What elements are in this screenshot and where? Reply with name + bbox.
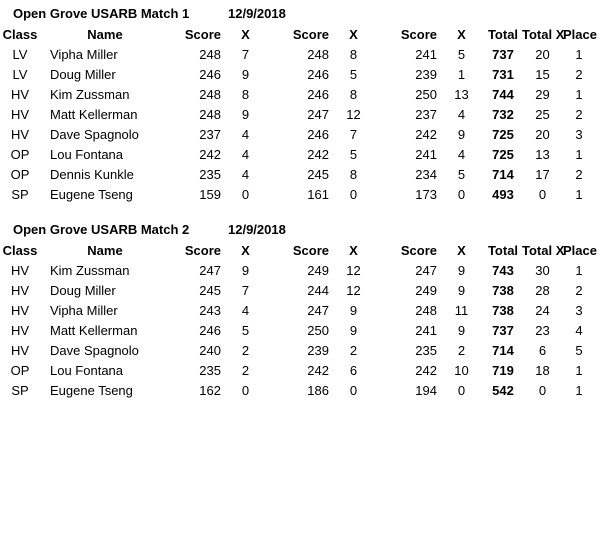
cell-place: 1: [575, 382, 583, 398]
cell-score-2: 245: [307, 166, 329, 182]
cell-score-2: 161: [307, 186, 329, 202]
table-row: [0, 380, 595, 400]
cell-name: Dennis Kunkle: [50, 166, 134, 182]
cell-x-2: 12: [346, 106, 361, 122]
cell-total-x: 0: [538, 382, 547, 398]
cell-place: 1: [575, 262, 583, 278]
cell-score-3: 241: [415, 322, 437, 338]
column-header-score-1: Score: [184, 242, 221, 258]
cell-x-3: 2: [457, 342, 466, 358]
cell-x-2: 12: [346, 282, 361, 298]
cell-class: HV: [10, 126, 30, 142]
cell-name: Vipha Miller: [50, 46, 118, 62]
cell-place: 1: [575, 86, 583, 102]
table-row: [0, 280, 595, 300]
cell-score-1: 245: [199, 282, 221, 298]
match-2-title: Open Grove USARB Match 2: [13, 222, 190, 237]
cell-x-2: 8: [349, 46, 358, 62]
cell-name: Eugene Tseng: [50, 382, 133, 398]
cell-total-x: 15: [535, 66, 550, 82]
column-header-score-2: Score: [292, 26, 329, 42]
cell-x-3: 4: [457, 146, 466, 162]
match-1-section: [0, 4, 600, 204]
cell-total-x: 18: [535, 362, 550, 378]
cell-score-1: 247: [199, 262, 221, 278]
column-header-class: Class: [2, 242, 38, 258]
cell-name: Vipha Miller: [50, 302, 118, 318]
cell-total: 732: [492, 106, 514, 122]
cell-class: HV: [10, 322, 30, 338]
cell-x-2: 9: [349, 302, 358, 318]
cell-score-1: 162: [199, 382, 221, 398]
table-row: [0, 360, 595, 380]
cell-x-3: 0: [457, 382, 466, 398]
cell-place: 1: [575, 46, 583, 62]
cell-total: 714: [492, 342, 514, 358]
cell-name: Matt Kellerman: [50, 106, 138, 122]
cell-name: Lou Fontana: [50, 362, 124, 378]
table-row: [0, 184, 595, 204]
cell-x-3: 11: [454, 302, 469, 318]
cell-total-x: 0: [538, 186, 547, 202]
column-header-place: Place: [563, 242, 597, 258]
cell-x-2: 8: [349, 86, 358, 102]
cell-name: Matt Kellerman: [50, 322, 138, 338]
table-row: [0, 104, 595, 124]
cell-place: 1: [575, 362, 583, 378]
table-row: [0, 260, 595, 280]
cell-total: 744: [492, 86, 514, 102]
cell-x-3: 9: [457, 322, 466, 338]
cell-x-3: 9: [457, 282, 466, 298]
cell-total-x: 6: [538, 342, 547, 358]
cell-name: Doug Miller: [50, 66, 116, 82]
match-2-results-table: [0, 240, 595, 400]
table-row: [0, 320, 595, 340]
match-1-date: 12/9/2018: [228, 6, 286, 21]
cell-score-2: 246: [307, 66, 329, 82]
cell-score-2: 244: [307, 282, 329, 298]
cell-name: Dave Spagnolo: [50, 342, 139, 358]
cell-class: HV: [10, 302, 30, 318]
cell-place: 2: [575, 166, 583, 182]
column-header-total-x: Total X: [522, 242, 565, 258]
cell-total-x: 25: [535, 106, 550, 122]
cell-score-3: 239: [415, 66, 437, 82]
cell-x-3: 5: [457, 46, 466, 62]
column-header-total: Total: [487, 26, 519, 42]
cell-class: HV: [10, 262, 30, 278]
cell-name: Doug Miller: [50, 282, 116, 298]
cell-place: 1: [575, 146, 583, 162]
column-header-x-1: X: [241, 242, 250, 258]
cell-score-2: 246: [307, 126, 329, 142]
cell-place: 3: [575, 302, 583, 318]
column-header-score-1: Score: [184, 26, 221, 42]
cell-name: Kim Zussman: [50, 86, 130, 102]
cell-total-x: 20: [535, 126, 550, 142]
cell-score-3: 237: [415, 106, 437, 122]
column-header-total: Total: [487, 242, 519, 258]
cell-score-2: 246: [307, 86, 329, 102]
column-header-name: Name: [87, 26, 123, 42]
cell-class: LV: [12, 46, 28, 62]
cell-total-x: 23: [535, 322, 550, 338]
cell-x-1: 2: [241, 362, 250, 378]
cell-total-x: 29: [535, 86, 550, 102]
cell-score-2: 247: [307, 106, 329, 122]
cell-score-3: 241: [415, 146, 437, 162]
cell-place: 1: [575, 186, 583, 202]
cell-total: 493: [492, 186, 514, 202]
cell-score-1: 246: [199, 66, 221, 82]
cell-x-1: 7: [241, 282, 250, 298]
cell-score-3: 173: [415, 186, 437, 202]
cell-x-1: 9: [241, 106, 250, 122]
cell-x-2: 9: [349, 322, 358, 338]
cell-x-3: 4: [457, 106, 466, 122]
cell-score-1: 242: [199, 146, 221, 162]
cell-score-1: 243: [199, 302, 221, 318]
cell-name: Kim Zussman: [50, 262, 130, 278]
table-row: [0, 124, 595, 144]
cell-score-2: 239: [307, 342, 329, 358]
cell-x-3: 9: [457, 262, 466, 278]
cell-x-3: 0: [457, 186, 466, 202]
cell-name: Eugene Tseng: [50, 186, 133, 202]
cell-total: 731: [492, 66, 514, 82]
cell-x-1: 8: [241, 86, 250, 102]
cell-x-1: 9: [241, 66, 250, 82]
cell-score-1: 248: [199, 86, 221, 102]
cell-score-3: 234: [415, 166, 437, 182]
cell-x-3: 13: [454, 86, 469, 102]
column-header-x-3: X: [457, 26, 466, 42]
column-header-score-2: Score: [292, 242, 329, 258]
cell-total-x: 20: [535, 46, 550, 62]
cell-total-x: 30: [535, 262, 550, 278]
column-header-x-1: X: [241, 26, 250, 42]
cell-total-x: 28: [535, 282, 550, 298]
cell-x-2: 12: [346, 262, 361, 278]
cell-class: LV: [12, 66, 28, 82]
cell-score-2: 242: [307, 146, 329, 162]
cell-x-1: 4: [241, 302, 250, 318]
cell-class: HV: [10, 282, 30, 298]
cell-place: 5: [575, 342, 583, 358]
column-header-class: Class: [2, 26, 38, 42]
cell-score-3: 248: [415, 302, 437, 318]
cell-class: HV: [10, 342, 30, 358]
cell-total: 542: [492, 382, 514, 398]
cell-x-2: 2: [349, 342, 358, 358]
cell-class: OP: [10, 166, 30, 182]
cell-score-1: 246: [199, 322, 221, 338]
match-2-section: [0, 220, 600, 400]
cell-score-3: 249: [415, 282, 437, 298]
table-row: [0, 340, 595, 360]
cell-place: 2: [575, 66, 583, 82]
cell-score-3: 235: [415, 342, 437, 358]
cell-class: HV: [10, 106, 30, 122]
match-1-header: [0, 4, 600, 24]
cell-class: SP: [11, 186, 29, 202]
cell-total: 737: [492, 322, 514, 338]
cell-score-1: 159: [199, 186, 221, 202]
cell-class: OP: [10, 146, 30, 162]
cell-score-1: 237: [199, 126, 221, 142]
cell-x-1: 0: [241, 382, 250, 398]
cell-total: 738: [492, 302, 514, 318]
cell-x-1: 7: [241, 46, 250, 62]
cell-x-2: 0: [349, 186, 358, 202]
table-row: [0, 64, 595, 84]
cell-score-3: 247: [415, 262, 437, 278]
cell-total: 743: [492, 262, 514, 278]
cell-total: 737: [492, 46, 514, 62]
cell-x-1: 2: [241, 342, 250, 358]
cell-x-2: 5: [349, 146, 358, 162]
cell-name: Dave Spagnolo: [50, 126, 139, 142]
cell-x-2: 0: [349, 382, 358, 398]
cell-x-2: 5: [349, 66, 358, 82]
match-2-date: 12/9/2018: [228, 222, 286, 237]
table-row: [0, 144, 595, 164]
cell-x-2: 7: [349, 126, 358, 142]
table-header-row: [0, 24, 595, 44]
column-header-x-2: X: [349, 26, 358, 42]
cell-total-x: 24: [535, 302, 550, 318]
cell-x-3: 10: [454, 362, 469, 378]
cell-total-x: 13: [535, 146, 550, 162]
cell-x-1: 4: [241, 146, 250, 162]
cell-class: HV: [10, 86, 30, 102]
cell-x-3: 1: [457, 66, 466, 82]
cell-score-1: 235: [199, 166, 221, 182]
table-row: [0, 300, 595, 320]
match-1-title: Open Grove USARB Match 1: [13, 6, 190, 21]
table-row: [0, 84, 595, 104]
cell-x-1: 5: [241, 322, 250, 338]
cell-score-3: 194: [415, 382, 437, 398]
cell-score-2: 186: [307, 382, 329, 398]
column-header-x-3: X: [457, 242, 466, 258]
column-header-score-3: Score: [400, 26, 437, 42]
table-row: [0, 44, 595, 64]
cell-score-3: 242: [415, 362, 437, 378]
cell-class: OP: [10, 362, 30, 378]
cell-x-1: 0: [241, 186, 250, 202]
cell-place: 4: [575, 322, 583, 338]
cell-x-1: 9: [241, 262, 250, 278]
cell-score-1: 240: [199, 342, 221, 358]
column-header-name: Name: [87, 242, 123, 258]
cell-score-3: 242: [415, 126, 437, 142]
match-1-results-table: [0, 24, 595, 204]
cell-score-3: 241: [415, 46, 437, 62]
cell-score-2: 242: [307, 362, 329, 378]
cell-place: 3: [575, 126, 583, 142]
cell-score-1: 235: [199, 362, 221, 378]
cell-class: SP: [11, 382, 29, 398]
cell-score-2: 250: [307, 322, 329, 338]
column-header-x-2: X: [349, 242, 358, 258]
column-header-score-3: Score: [400, 242, 437, 258]
cell-score-1: 248: [199, 46, 221, 62]
cell-x-2: 8: [349, 166, 358, 182]
cell-x-1: 4: [241, 126, 250, 142]
cell-score-3: 250: [415, 86, 437, 102]
cell-score-2: 249: [307, 262, 329, 278]
cell-score-1: 248: [199, 106, 221, 122]
cell-name: Lou Fontana: [50, 146, 124, 162]
cell-x-1: 4: [241, 166, 250, 182]
table-row: [0, 164, 595, 184]
column-header-place: Place: [563, 26, 597, 42]
cell-x-3: 5: [457, 166, 466, 182]
cell-total-x: 17: [535, 166, 550, 182]
cell-total: 719: [492, 362, 514, 378]
match-2-header: [0, 220, 600, 240]
cell-score-2: 247: [307, 302, 329, 318]
cell-total: 738: [492, 282, 514, 298]
table-header-row: [0, 240, 595, 260]
cell-total: 714: [492, 166, 514, 182]
cell-x-3: 9: [457, 126, 466, 142]
column-header-total-x: Total X: [522, 26, 565, 42]
cell-total: 725: [492, 146, 514, 162]
cell-x-2: 6: [349, 362, 358, 378]
cell-total: 725: [492, 126, 514, 142]
cell-place: 2: [575, 106, 583, 122]
cell-place: 2: [575, 282, 583, 298]
cell-score-2: 248: [307, 46, 329, 62]
